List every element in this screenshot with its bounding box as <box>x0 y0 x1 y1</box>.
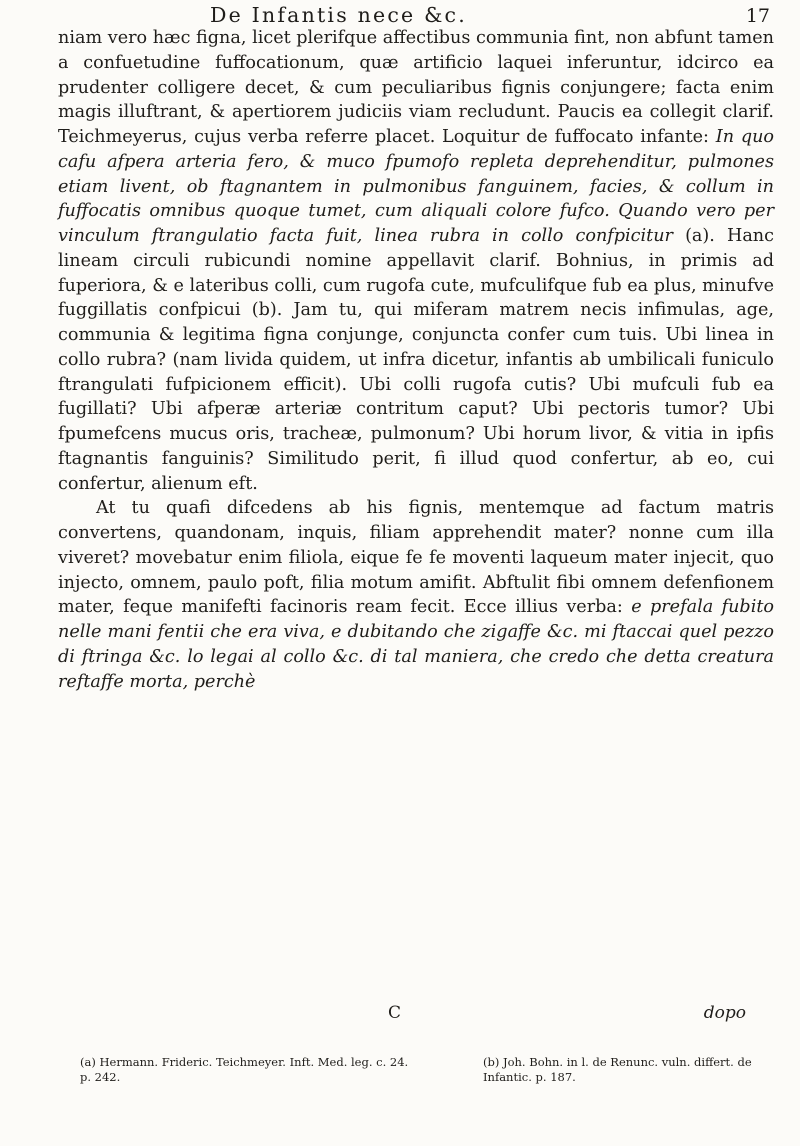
footnotes <box>80 1055 770 1095</box>
body-text <box>58 26 774 694</box>
text-run: (a). Hanc lineam circuli rubicundi nomine appellavit clarif. Bohnius, in primis ad fuperiora, & e lateribus colli, cum rugofa cute, mufculifque fub ea plus, minufve fuggillatis confpicui (b). Jam tu, qui miferam matrem necis infimulas, age, communia & legitima figna conjunge, conjuncta confer cum tuis. Ubi linea in collo rubra? (nam livida quidem, ut infra dicetur, infantis ab umbilicali funiculo ftrangulati fufpicionem efficit). Ubi colli rugofa cutis? Ubi mufculi fub ea fugillati? Ubi afperæ arteriæ contritum caput? Ubi pectoris tumor? Ubi fpumefcens mucus oris, tracheæ, pulmonum? Ubi horum livor, & vitia in ipfis ftagnantis fanguinis? Similitudo perit, fi illud quod confertur, ab eo, cui confertur, alienum eft. <box>58 226 774 494</box>
paragraph <box>58 26 774 496</box>
quotation-italic: e prefala fubito nelle mani fentii che era viva, e dubitando che zigaffe &c. mi ftaccai quel pezzo di ftringa &c. lo legai al collo &c. di tal maniera, che credo che detta creatura reftaffe morta, perchè <box>58 597 774 692</box>
running-head: De Infantis nece &c. <box>210 3 467 27</box>
text-run: At tu quafi difcedens ab his fignis, mentemque ad factum matris convertens, quandonam, inquis, filiam apprehendit mater? nonne cum illa viveret? movebatur enim filiola, eique fe fe moventi laqueum mater injecit, quo injecto, omnem, paulo poft, filia motum amifit. Abftulit fibi omnem defenfionem mater, feque manifefti facinoris ream fecit. Ecce illius verba: <box>58 498 774 618</box>
text-run: niam vero hæc figna, licet plerifque affectibus communia fint, non abfunt tamen a confuetudine fuffocationum, quæ artificio laquei inferuntur, idcirco ea prudenter colligere decet, & cum peculiaribus fignis conjungere; facta enim magis illuftrant, & apertiorem judiciis viam recludunt. Paucis ea collegit clarif. Teichmeyerus, cujus verba referre placet. Loquitur de fuffocato infante: <box>58 28 774 147</box>
footnote-a: (a) Hermann. Frideric. Teichmeyer. Inft. Med. leg. c. 24. p. 242. <box>80 1055 409 1084</box>
quotation-italic: In quo cafu afpera arteria fero, & muco fpumofo repleta deprehenditur, pulmones etiam livent, ob ftagnantem in pulmonibus fanguinem, facies, & collum in fuffocatis omnibus quoque tumet, cum aliquali colore fufco. Quando vero per vinculum ftrangulatio facta fuit, linea rubra in collo confpicitur <box>58 127 775 246</box>
catchword: dopo <box>703 1003 746 1023</box>
paragraph <box>58 496 774 694</box>
catchword-line <box>58 1003 774 1029</box>
page-number: 17 <box>745 5 770 27</box>
footnote-b: (b) Joh. Bohn. in l. de Renunc. vuln. differt. de Infantic. p. 187. <box>483 1055 752 1084</box>
signature-mark: C <box>388 1003 402 1023</box>
